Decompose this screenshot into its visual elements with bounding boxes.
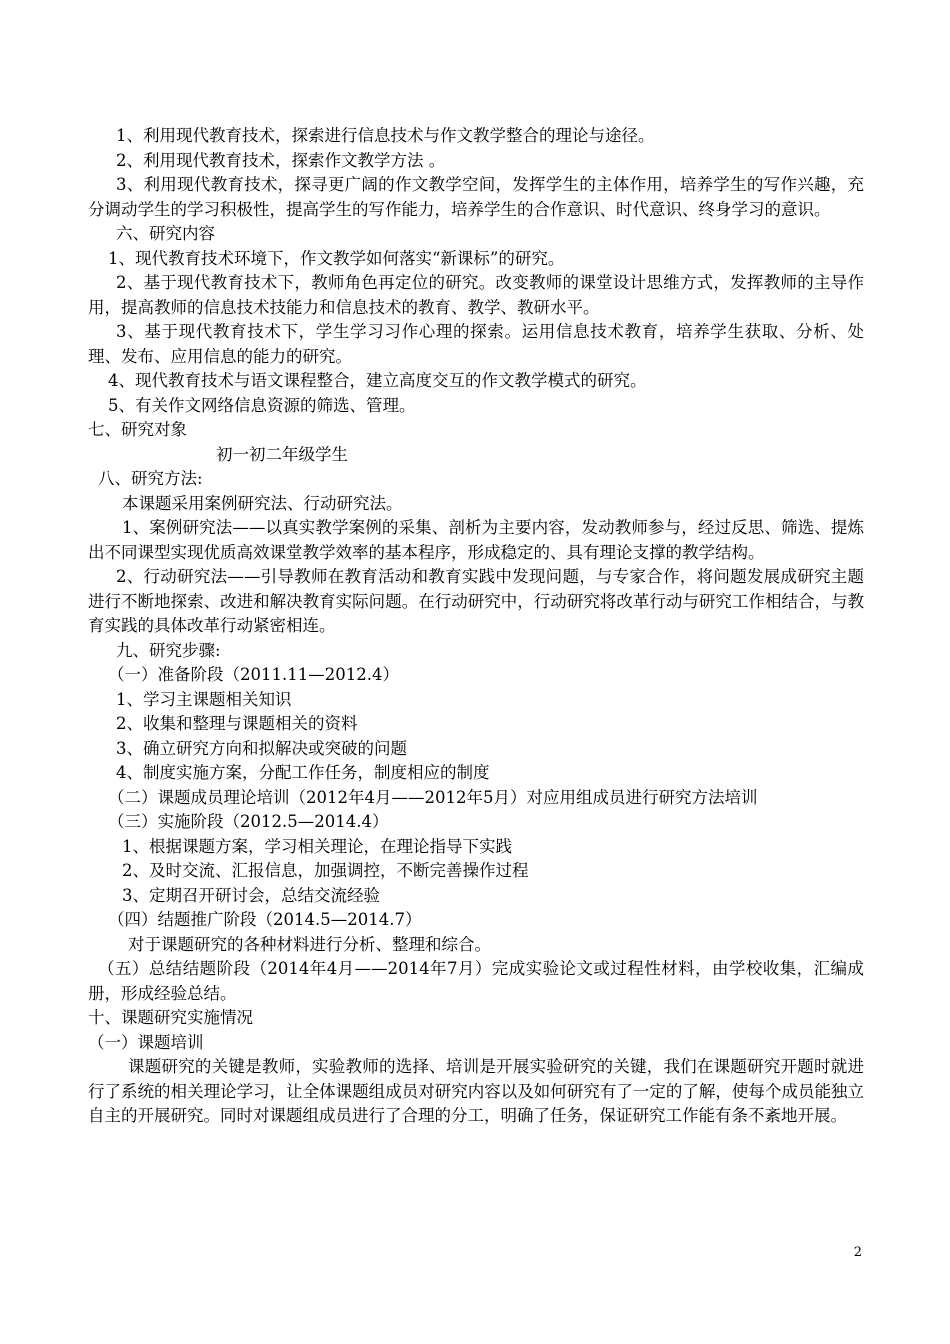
section-heading-research-object: 七、研究对象 bbox=[88, 420, 187, 439]
step-stage-1-item-1: 1、学习主课题相关知识 bbox=[116, 689, 292, 709]
training-paragraph: 课题研究的关键是教师，实验教师的选择、培训是开展实验研究的关键，我们在课题研究开题时就进行了系统的相关理论学习，让全体课题组成员对研究内容以及如何研究有了一定的了解，使每个成员能独立自主的开展研究。同时对课题组成员进行了合理的分工，明确了任务，保证研究工作能有条不紊地开展。 bbox=[88, 1057, 864, 1125]
step-stage-2: （二）课题成员理论培训（2012年4月——2012年5月）对应用组成员进行研究方法培训 bbox=[108, 787, 758, 807]
content-item-3: 3、基于现代教育技术下，学生学习习作心理的探索。运用信息技术教育，培养学生获取、分析、处理、发布、应用信息的能力的研究。 bbox=[88, 322, 864, 366]
content-item-4: 4、现代教育技术与语文课程整合，建立高度交互的作文教学模式的研究。 bbox=[108, 371, 647, 390]
step-stage-5: （五）总结结题阶段（2014年4月——2014年7月）完成实验论文或过程性材料，由学校收集，汇编成册，形成经验总结。 bbox=[88, 959, 864, 1003]
step-stage-3-item-2: 2、及时交流、汇报信息，加强调控，不断完善操作过程 bbox=[122, 861, 529, 880]
method-item-2: 2、行动研究法——引导教师在教育活动和教育实践中发现问题，与专家合作，将问题发展成研究主题进行不断地探索、改进和解决教育实际问题。在行动研究中，行动研究将改革行动与研究工作相结合，与教育实践的具体改革行动紧密相连。 bbox=[88, 567, 864, 635]
section-heading-research-method: 八、研究方法: bbox=[98, 469, 203, 488]
step-stage-1-item-4: 4、制度实施方案，分配工作任务，制度相应的制度 bbox=[116, 763, 490, 782]
step-stage-4-text: 对于课题研究的各种材料进行分析、整理和综合。 bbox=[128, 934, 491, 954]
goal-item-1: 1、利用现代教育技术，探索进行信息技术与作文教学整合的理论与途径。 bbox=[116, 126, 655, 145]
goal-item-3: 3、利用现代教育技术，探寻更广阔的作文教学空间，发挥学生的主体作用，培养学生的写作兴趣，充分调动学生的学习积极性，提高学生的写作能力，培养学生的合作意识、时代意识、终身学习的意识。 bbox=[88, 175, 864, 219]
step-stage-3: （三）实施阶段（2012.5—2014.4） bbox=[108, 812, 389, 831]
section-heading-research-steps: 九、研究步骤: bbox=[116, 640, 221, 660]
page-number: 2 bbox=[853, 1245, 862, 1260]
step-stage-3-item-1: 1、根据课题方案，学习相关理论，在理论指导下实践 bbox=[122, 836, 512, 856]
step-stage-4: （四）结题推广阶段（2014.5—2014.7） bbox=[108, 910, 422, 929]
research-object-text: 初一初二年级学生 bbox=[216, 444, 348, 464]
step-stage-3-item-3: 3、定期召开研讨会，总结交流经验 bbox=[122, 885, 380, 905]
step-stage-1-item-2: 2、收集和整理与课题相关的资料 bbox=[116, 714, 358, 733]
section-heading-research-content: 六、研究内容 bbox=[116, 224, 215, 243]
subsection-heading-training: （一）课题培训 bbox=[88, 1032, 204, 1052]
method-item-1: 1、案例研究法——以真实教学案例的采集、剖析为主要内容，发动教师参与，经过反思、筛选、提炼出不同课型实现优质高效课堂教学效率的基本程序，形成稳定的、具有理论支撑的教学结构。 bbox=[88, 518, 864, 562]
step-stage-1-item-3: 3、确立研究方向和拟解决或突破的问题 bbox=[116, 738, 407, 758]
content-item-5: 5、有关作文网络信息资源的筛选、管理。 bbox=[108, 395, 416, 415]
content-item-1: 1、现代教育技术环境下，作文教学如何落实“新课标”的研究。 bbox=[108, 248, 565, 268]
content-item-2: 2、基于现代教育技术下，教师角色再定位的研究。改变教师的课堂设计思维方式，发挥教师的主导作用，提高教师的信息技术技能力和信息技术的教育、教学、教研水平。 bbox=[88, 273, 864, 317]
section-heading-implementation: 十、课题研究实施情况 bbox=[88, 1008, 253, 1027]
method-intro: 本课题采用案例研究法、行动研究法。 bbox=[122, 493, 403, 513]
document-body bbox=[88, 124, 864, 1129]
goal-item-2: 2、利用现代教育技术，探索作文教学方法 。 bbox=[116, 150, 446, 170]
step-stage-1: （一）准备阶段（2011.11—2012.4） bbox=[108, 665, 399, 684]
